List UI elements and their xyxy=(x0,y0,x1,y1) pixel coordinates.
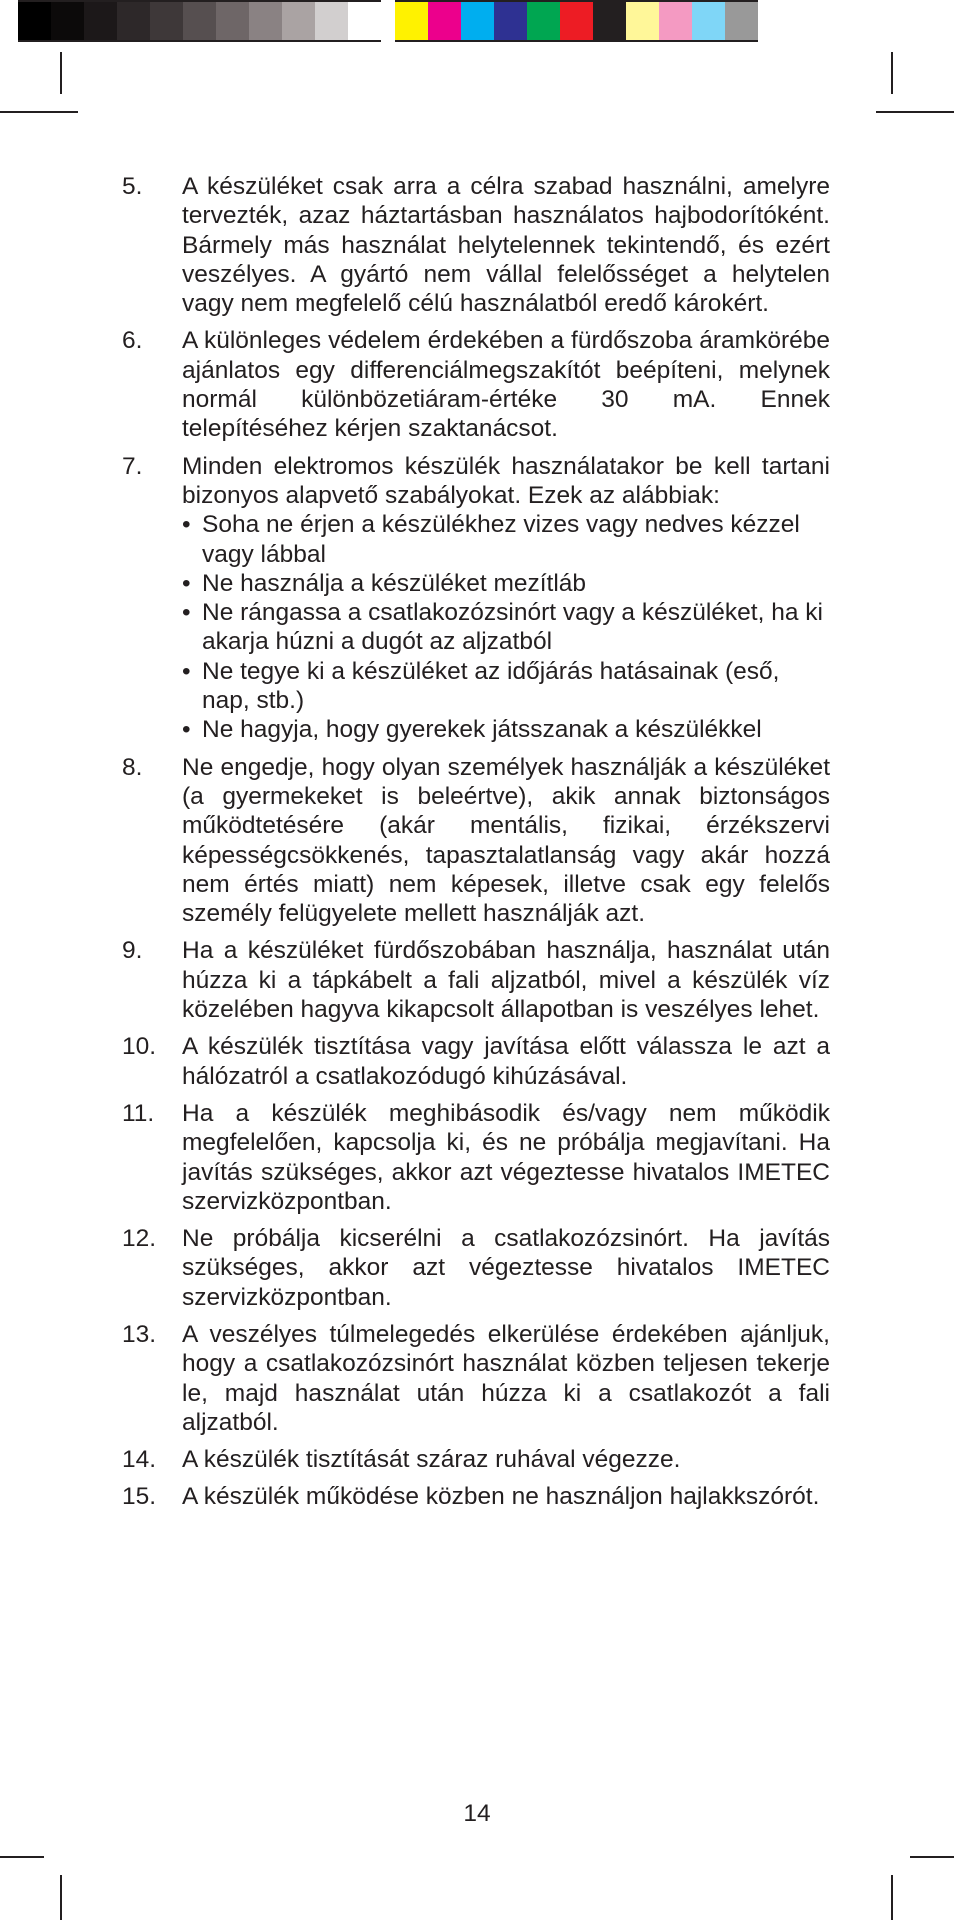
item-number: 7. xyxy=(122,452,143,480)
color-swatch xyxy=(117,0,150,42)
crop-mark-bottom-right-horizontal xyxy=(910,1856,954,1858)
color-swatch xyxy=(494,0,527,42)
bullet-item xyxy=(182,510,830,569)
item-text: A készülék tisztítását száraz ruhával végezze. xyxy=(182,1446,681,1474)
color-swatch xyxy=(216,0,249,42)
item-number: 10. xyxy=(122,1033,157,1061)
item-number: 9. xyxy=(122,937,143,965)
crop-mark-bottom-left-horizontal xyxy=(0,1856,44,1858)
item-text: Minden elektromos készülék használatakor be kell tartani bizonyos alapvető szabályokat. Ezek az alábbiak: xyxy=(182,452,830,509)
bullet-item xyxy=(182,657,830,716)
item-text: Ne próbálja kicserélni a csatlakozózsinórt. Ha javítás szükséges, akkor azt végeztesse hivatalos IMETEC szervizközpontban. xyxy=(182,1225,830,1311)
list-item xyxy=(122,1482,830,1511)
item-number: 13. xyxy=(122,1320,157,1348)
color-swatch xyxy=(692,0,725,42)
item-text: A különleges védelem érdekében a fürdőszoba áramkörébe ajánlatos egy differenciálmegszakítót beépíteni, melynek normál különbözetiáram-értéke 30 mA. Ennek telepítéséhez kérjen szaktanácsot. xyxy=(182,327,830,443)
bullet-glyph: • xyxy=(182,716,191,744)
item-number: 6. xyxy=(122,327,143,355)
bullet-glyph: • xyxy=(182,511,191,539)
item-number: 15. xyxy=(122,1483,157,1511)
item-text: A készülék tisztítása vagy javítása előtt válassza le azt a hálózatról a csatlakozódugó kihúzásával. xyxy=(182,1033,830,1090)
color-swatch xyxy=(527,0,560,42)
bullet-text: Ne hagyja, hogy gyerekek játsszanak a készülékkel xyxy=(202,716,762,744)
list-item xyxy=(122,1445,830,1474)
item-text: Ha a készüléket fürdőszobában használja, használat után húzza ki a tápkábelt a fali aljzatból, mivel a készülék víz közelében hagyva kikapcsolt állapotban is veszélyes lehet. xyxy=(182,937,830,1024)
color-swatch xyxy=(725,0,758,42)
item-text: A veszélyes túlmelegedés elkerülése érdekében ajánljuk, hogy a csatlakozózsinórt használat közben teljesen tekerje le, majd használat után húzza ki a csatlakozót a fali aljzatból. xyxy=(182,1320,830,1436)
color-swatch xyxy=(315,0,348,42)
item-text: A készülék működése közben ne használjon hajlakkszórót. xyxy=(182,1483,820,1511)
color-calibration-bar xyxy=(18,0,936,42)
color-swatch xyxy=(593,0,626,42)
crop-mark-top-right-horizontal xyxy=(876,111,954,113)
bullet-text: Soha ne érjen a készülékhez vizes vagy nedves kézzel vagy lábbal xyxy=(202,511,800,568)
list-item xyxy=(122,1032,830,1091)
list-item xyxy=(122,1224,830,1312)
color-swatch xyxy=(659,0,692,42)
item-text: A készüléket csak arra a célra szabad használni, amelyre tervezték, azaz háztartásban használatos hajbodorítóként. Bármely más használat helytelennek tekintendő, és ezért veszélyes. A gyártó nem vállal felelősséget a helytelen vagy nem megfelelő célú használatból eredő károkért. xyxy=(182,173,830,318)
color-swatch xyxy=(348,0,381,42)
list-item xyxy=(122,1099,830,1216)
bullet-text: Ne tegye ki a készüléket az időjárás hatásainak (eső, nap, stb.) xyxy=(202,657,780,715)
color-swatch xyxy=(461,0,494,42)
color-swatch xyxy=(18,0,51,42)
list-item xyxy=(122,172,830,318)
color-swatch xyxy=(428,0,461,42)
bullet-item xyxy=(182,598,830,657)
color-swatch xyxy=(560,0,593,42)
item-text: Ne engedje, hogy olyan személyek használják a készüléket (a gyermekeket is beleértve), akik annak biztonságos működtetésére (akár mentális, fizikai, érzékszervi képességcsökkenés, tapasztalatlanság vagy akár hozzá nem értés miatt) nem képesek, illetve csak egy felelős személy felügyelete mellett használják azt. xyxy=(182,753,830,928)
list-item xyxy=(122,936,830,1024)
color-swatch xyxy=(150,0,183,42)
color-swatch xyxy=(84,0,117,42)
safety-instructions xyxy=(122,172,830,1520)
color-bar-gap xyxy=(381,0,395,42)
color-strip xyxy=(395,0,758,42)
item-number: 12. xyxy=(122,1225,157,1253)
crop-mark-bottom-right-vertical xyxy=(891,1875,893,1920)
list-item xyxy=(122,452,830,745)
color-swatch xyxy=(282,0,315,42)
item-number: 5. xyxy=(122,173,143,200)
bullet-text: Ne használja a készüléket mezítláb xyxy=(202,569,587,597)
color-swatch xyxy=(395,0,428,42)
item-number: 11. xyxy=(122,1099,155,1127)
grayscale-strip xyxy=(18,0,381,42)
crop-mark-top-left-vertical xyxy=(60,52,62,94)
color-swatch xyxy=(626,0,659,42)
bullet-glyph: • xyxy=(182,657,191,685)
list-item xyxy=(122,1320,830,1437)
list-item xyxy=(122,326,830,443)
crop-mark-bottom-left-vertical xyxy=(60,1875,62,1920)
item-number: 14. xyxy=(122,1446,157,1474)
bullet-list xyxy=(182,510,830,744)
item-number: 8. xyxy=(122,753,143,781)
item-text: Ha a készülék meghibásodik és/vagy nem működik megfelelően, kapcsolja ki, és ne próbálja megjavítani. Ha javítás szükséges, akkor azt végeztesse hivatalos IMETEC szervizközpontban. xyxy=(182,1099,830,1215)
page-number: 14 xyxy=(463,1800,491,1827)
bullet-glyph: • xyxy=(182,599,191,627)
bullet-glyph: • xyxy=(182,569,191,597)
color-swatch xyxy=(183,0,216,42)
bullet-text: Ne rángassa a csatlakozózsinórt vagy a készüléket, ha ki akarja húzni a dugót az aljzatból xyxy=(202,599,823,656)
color-swatch xyxy=(51,0,84,42)
bullet-item xyxy=(182,569,830,598)
list-item xyxy=(122,753,830,929)
crop-mark-top-right-vertical xyxy=(891,52,893,94)
crop-mark-top-left-horizontal xyxy=(0,111,78,113)
bullet-item xyxy=(182,715,830,744)
color-swatch xyxy=(249,0,282,42)
